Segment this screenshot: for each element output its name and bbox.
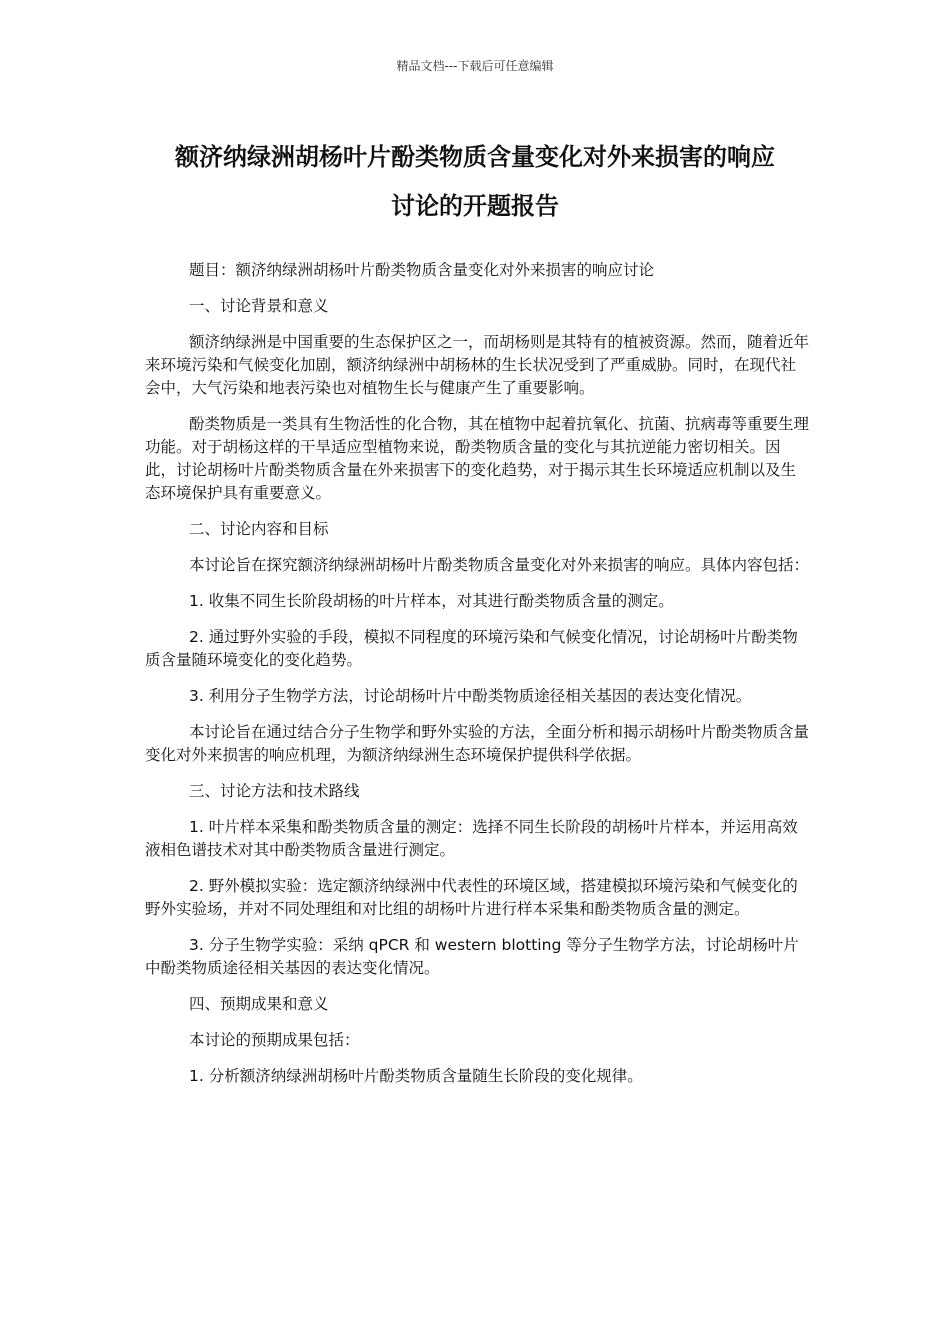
list-item: 3. 分子生物学实验：采纳 qPCR 和 western blotting 等分子生物学方法，讨论胡杨叶片中酚类物质途径相关基因的表达变化情况。 bbox=[145, 936, 799, 977]
paragraph: 本讨论旨在探究额济纳绿洲胡杨叶片酚类物质含量变化对外来损害的响应。具体内容包括： bbox=[189, 556, 810, 574]
paragraph: 酚类物质是一类具有生物活性的化合物，其在植物中起着抗氧化、抗菌、抗病毒等重要生理功能。对于胡杨这样的干旱适应型植物来说，酚类物质含量的变化与其抗逆能力密切相关。因此，讨论胡杨叶片酚类物质含量在外来损害下的变化趋势，对于揭示其生长环境适应机制以及生态环境保护具有重要意义。 bbox=[145, 415, 810, 502]
paragraph-topic: 题目：额济纳绿洲胡杨叶片酚类物质含量变化对外来损害的响应讨论 bbox=[189, 261, 655, 279]
list-item: 1. 分析额济纳绿洲胡杨叶片酚类物质含量随生长阶段的变化规律。 bbox=[189, 1067, 643, 1085]
paragraph: 本讨论旨在通过结合分子生物学和野外实验的方法，全面分析和揭示胡杨叶片酚类物质含量变化对外来损害的响应机理，为额济纳绿洲生态环境保护提供科学依据。 bbox=[145, 723, 810, 764]
list-item: 2. 野外模拟实验：选定额济纳绿洲中代表性的环境区域，搭建模拟环境污染和气候变化的野外实验场，并对不同处理组和对比组的胡杨叶片进行样本采集和酚类物质含量的测定。 bbox=[145, 877, 798, 918]
page-header: 精品文档---下载后可任意编辑 bbox=[396, 59, 554, 73]
paragraph: 本讨论的预期成果包括： bbox=[189, 1031, 360, 1049]
list-item: 2. 通过野外实验的手段，模拟不同程度的环境污染和气候变化情况，讨论胡杨叶片酚类物质含量随环境变化的变化趋势。 bbox=[145, 628, 798, 669]
section-heading-methods: 三、讨论方法和技术路线 bbox=[189, 782, 360, 800]
paragraph: 额济纳绿洲是中国重要的生态保护区之一，而胡杨则是其特有的植被资源。然而，随着近年来环境污染和气候变化加剧，额济纳绿洲中胡杨林的生长状况受到了严重威胁。同时，在现代社会中，大气污染和地表污染也对植物生长与健康产生了重要影响。 bbox=[145, 333, 810, 397]
list-item: 3. 利用分子生物学方法，讨论胡杨叶片中酚类物质途径相关基因的表达变化情况。 bbox=[189, 687, 752, 705]
section-heading-outcomes: 四、预期成果和意义 bbox=[189, 995, 329, 1013]
document-title-line-2: 讨论的开题报告 bbox=[391, 192, 559, 220]
list-item: 1. 收集不同生长阶段胡杨的叶片样本，对其进行酚类物质含量的测定。 bbox=[189, 592, 674, 610]
section-heading-background: 一、讨论背景和意义 bbox=[189, 297, 329, 315]
document-body bbox=[145, 259, 810, 1101]
document-title-line-1: 额济纳绿洲胡杨叶片酚类物质含量变化对外来损害的响应 bbox=[175, 143, 775, 171]
list-item: 1. 叶片样本采集和酚类物质含量的测定：选择不同生长阶段的胡杨叶片样本，并运用高效液相色谱技术对其中酚类物质含量进行测定。 bbox=[145, 818, 798, 859]
section-heading-content: 二、讨论内容和目标 bbox=[189, 520, 329, 538]
